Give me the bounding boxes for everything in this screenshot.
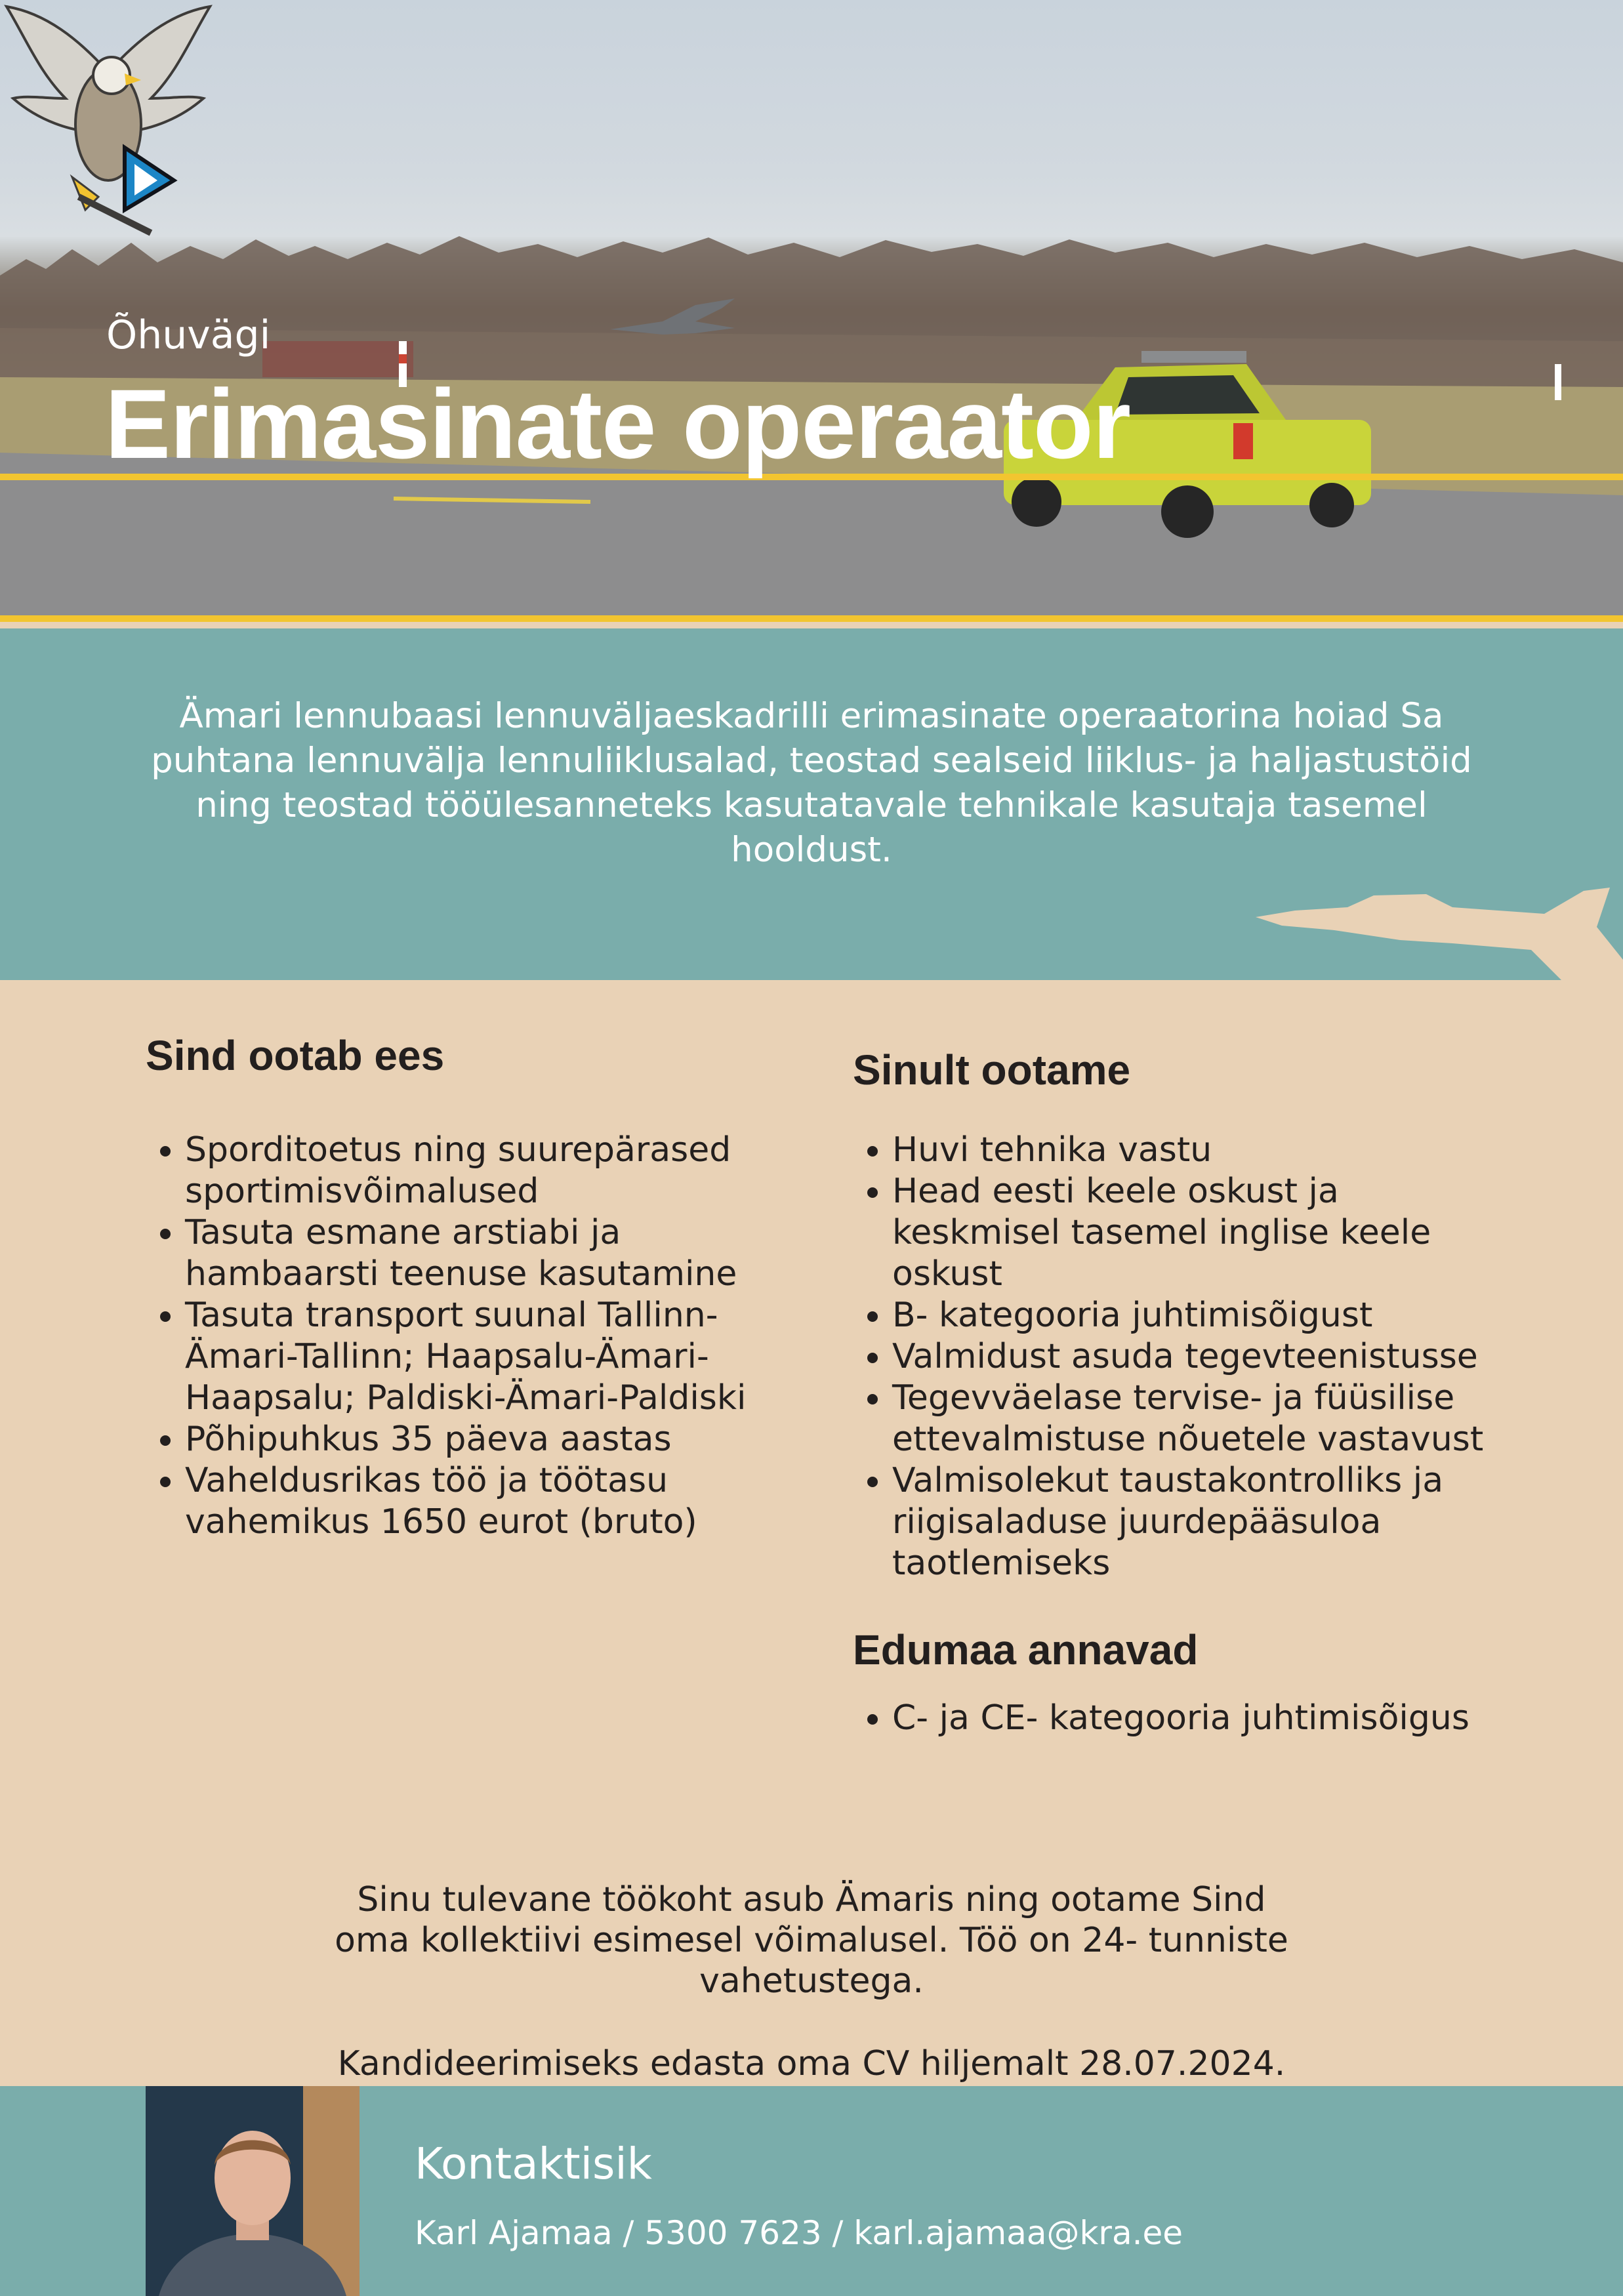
list-item: • Põhipuhkus 35 päeva aastas bbox=[185, 1419, 769, 1460]
offer-section bbox=[146, 1031, 769, 1543]
avatar bbox=[146, 2086, 360, 2296]
runway-scene bbox=[0, 0, 1623, 622]
location-text: Sinu tulevane töökoht asub Ämaris ning ootame Sind oma kollektiivi esimesel võimalusel. Töö on 24- tunniste vahetustega. bbox=[335, 1880, 1288, 2001]
hero-stripe-bottom bbox=[0, 615, 1623, 622]
branch-label: Õhuvägi bbox=[106, 312, 271, 358]
offer-heading: Sind ootab ees bbox=[146, 1032, 445, 1079]
requirements-list bbox=[853, 1130, 1509, 1584]
hero-banner bbox=[0, 0, 1623, 622]
list-item: • Tegevväelase tervise- ja füüsilise ettevalmistuse nõuetele vastavust bbox=[892, 1378, 1509, 1460]
advantages-list bbox=[853, 1698, 1509, 1739]
fighter-jet-silhouette-icon bbox=[1256, 888, 1623, 986]
list-item: • Vaheldusrikas töö ja töötasu vahemikus 1650 eurot (bruto) bbox=[185, 1460, 769, 1543]
advantages-section bbox=[853, 1626, 1509, 1739]
list-item: • Valmisolekut taustakontrolliks ja riigisaladuse juurdepääsuloa taotlemiseks bbox=[892, 1460, 1509, 1584]
contact-title: Kontaktisik bbox=[415, 2139, 652, 2189]
list-item: • Sporditoetus ning suurepärased sportimisvõimalused bbox=[185, 1130, 769, 1212]
page-title: Erimasinate operaator bbox=[105, 369, 1130, 479]
list-item: • Tasuta transport suunal Tallinn-Ämari-Tallinn; Haapsalu-Ämari-Haapsalu; Paldiski-Ämari-Paldiski bbox=[185, 1295, 769, 1419]
requirements-heading: Sinult ootame bbox=[853, 1046, 1131, 1094]
list-item: • Huvi tehnika vastu bbox=[892, 1130, 1509, 1171]
intro-section bbox=[0, 628, 1623, 980]
list-item: • Tasuta esmane arstiabi ja hambaarsti teenuse kasutamine bbox=[185, 1212, 769, 1295]
contact-info: Karl Ajamaa / 5300 7623 / karl.ajamaa@kra.ee bbox=[415, 2214, 1183, 2252]
list-item: • B- kategooria juhtimisõigust bbox=[892, 1295, 1509, 1336]
contact-section bbox=[0, 2086, 1623, 2296]
advantages-heading: Edumaa annavad bbox=[853, 1626, 1199, 1673]
intro-text: Ämari lennubaasi lennuväljaeskadrilli erimasinate operaatorina hoiad Sa puhtana lennuvälja lennuliiklusalad, teostad sealseid liiklus- ja haljastustöid ning teostad tööülesanneteks kasutatavale tehnikale kasutaja tasemel hooldust. bbox=[151, 696, 1472, 870]
offer-list bbox=[146, 1130, 769, 1543]
list-item: • Valmidust asuda tegevteenistusse bbox=[892, 1336, 1509, 1378]
list-item: • Head eesti keele oskust ja keskmisel tasemel inglise keele oskust bbox=[892, 1171, 1509, 1295]
requirements-section bbox=[853, 1046, 1509, 1584]
eagle-emblem-icon bbox=[0, 0, 216, 243]
list-item: • C- ja CE- kategooria juhtimisõigus bbox=[892, 1698, 1509, 1739]
deadline-text: Kandideerimiseks edasta oma CV hiljemalt 28.07.2024. bbox=[337, 2044, 1286, 2083]
